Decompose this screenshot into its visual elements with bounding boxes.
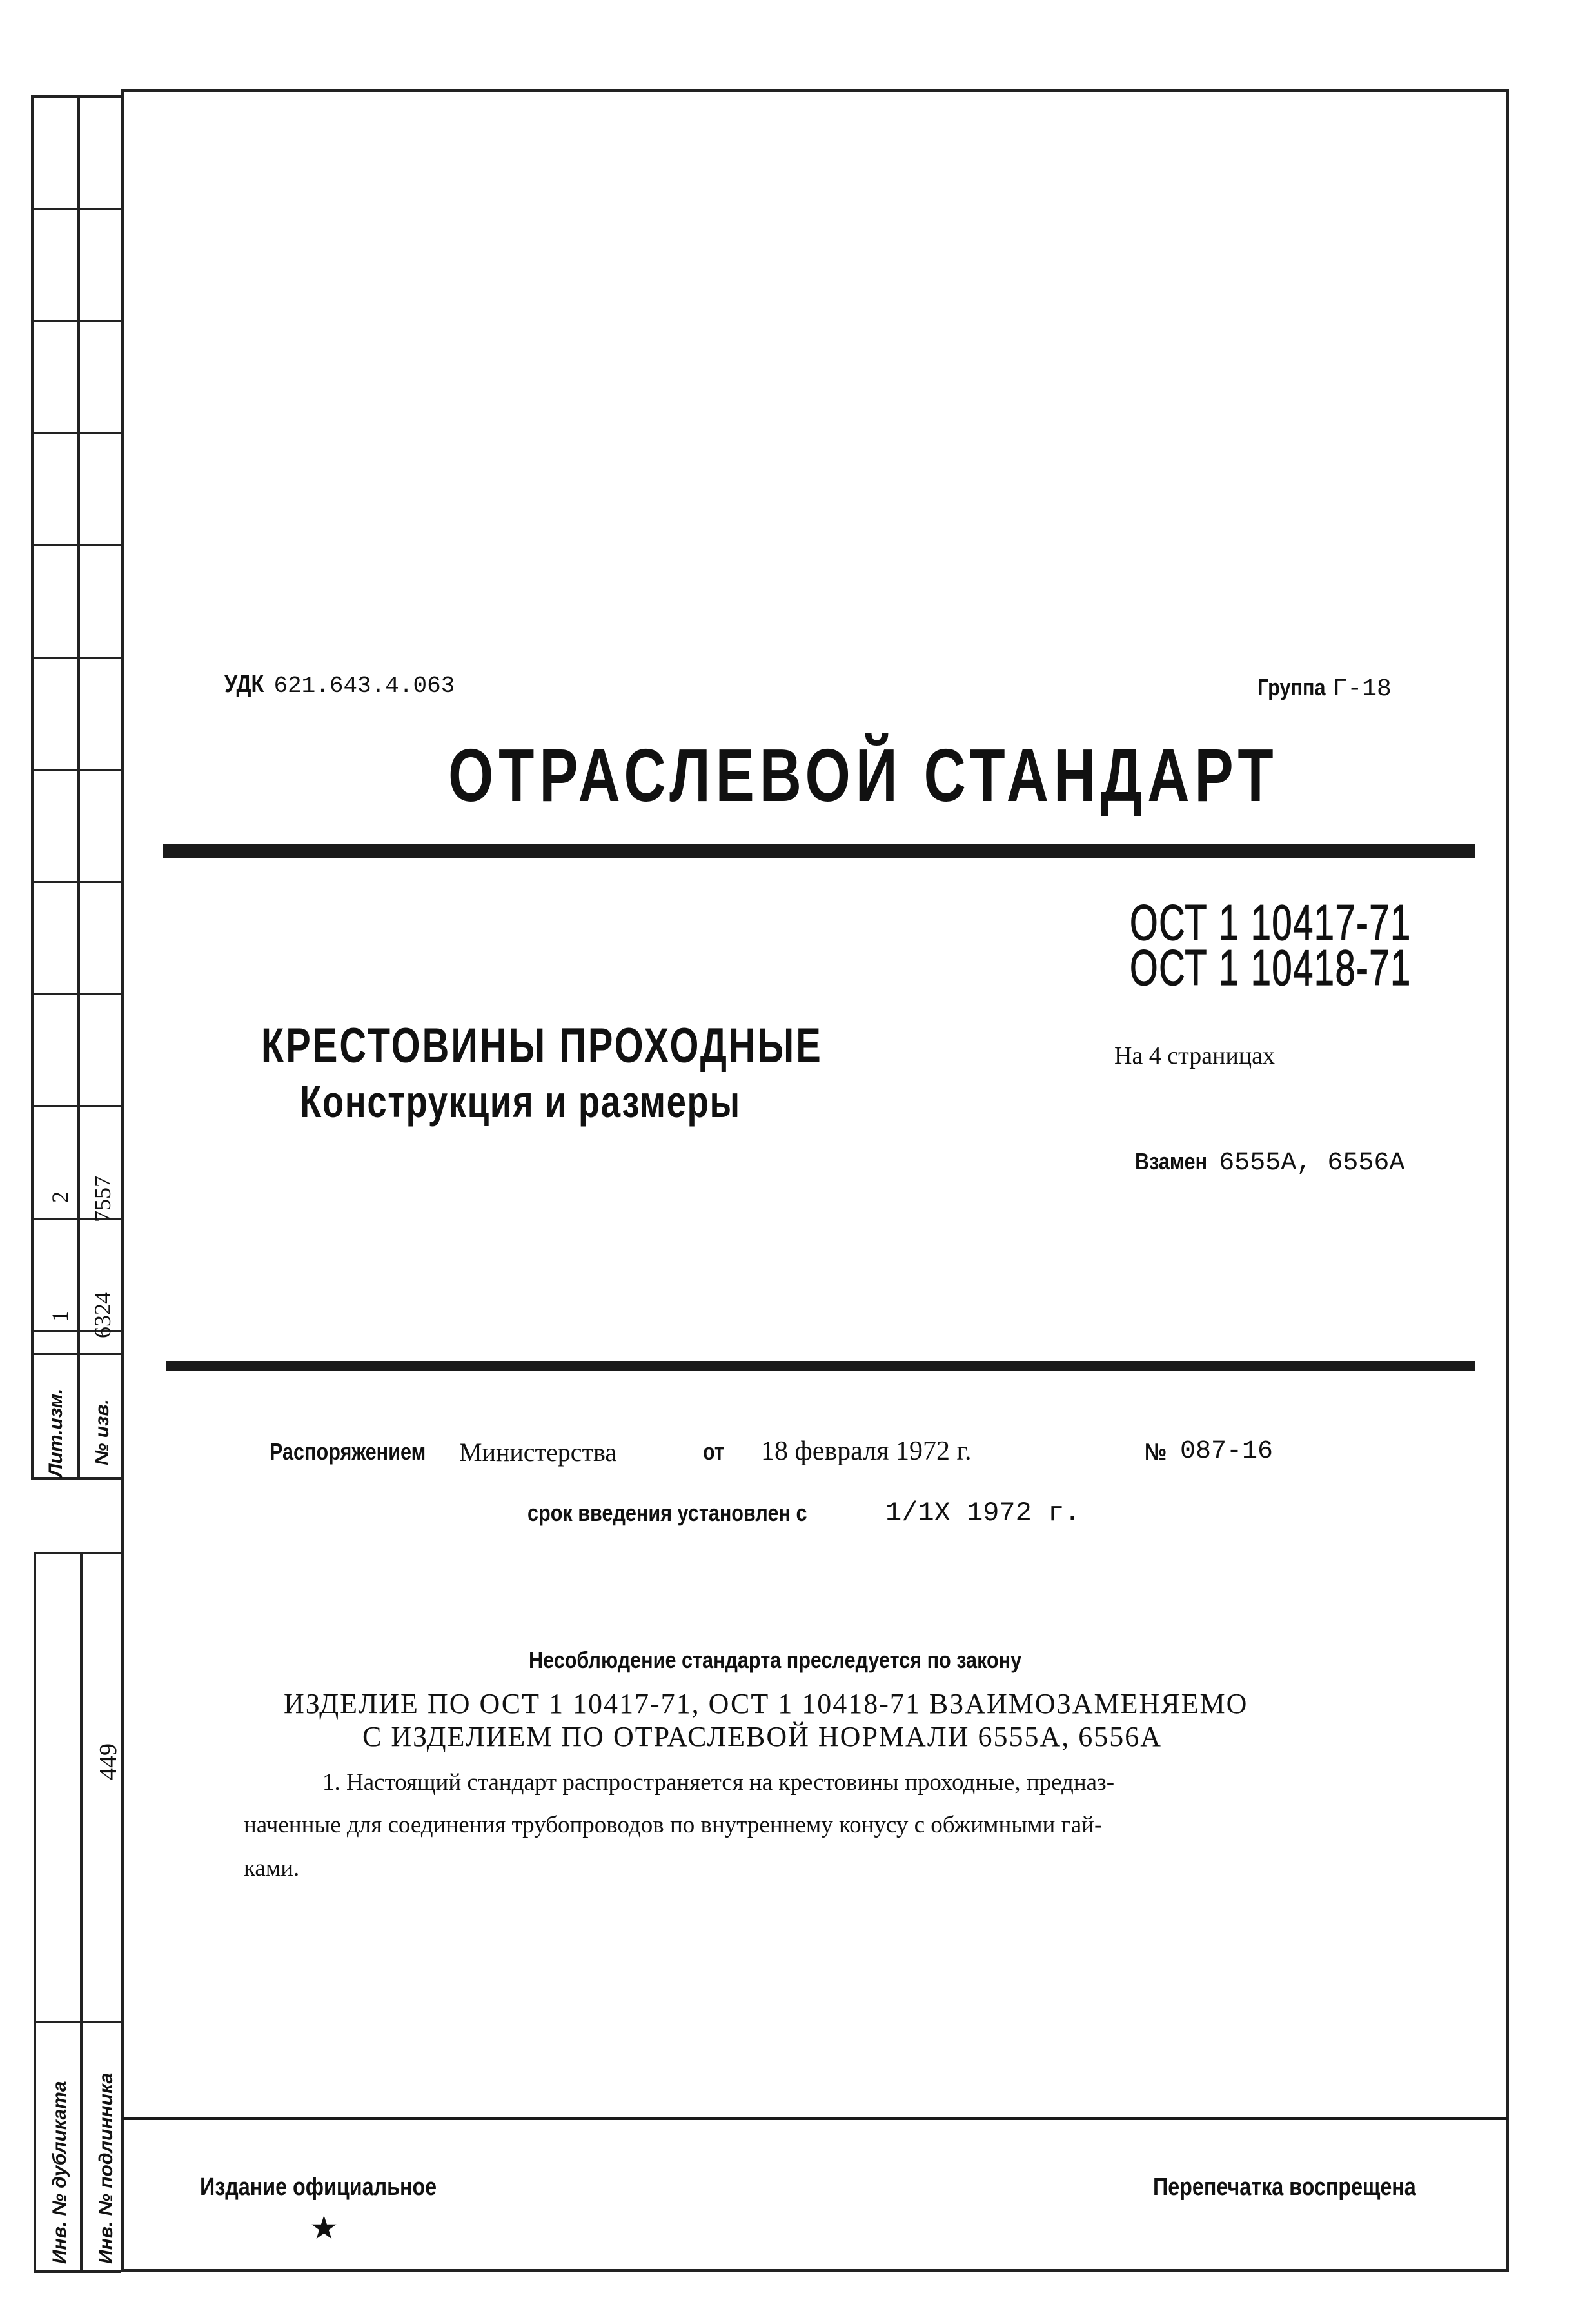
footer-official-edition: Издание официальное	[200, 2174, 437, 2201]
order-from-label: от	[703, 1438, 724, 1465]
order-rule	[166, 1361, 1475, 1371]
page-frame	[121, 89, 1509, 2272]
inv-no-dublikata-label: Инв. № дубликата	[49, 2081, 70, 2264]
change-2-no: 7557	[90, 1176, 115, 1222]
interchange-line-1: ИЗДЕЛИЕ ПО ОСТ 1 10417-71, ОСТ 1 10418-71 ВЗАИМОЗАМЕНЯЕМО	[284, 1688, 1248, 1720]
footer-divider	[123, 2117, 1508, 2120]
inv-no-podlinnika-label: Инв. № подлинника	[95, 2072, 117, 2264]
clause-1-line-2: наченные для соединения трубопроводов по внутреннему конусу с обжимными гай-	[244, 1812, 1103, 1838]
order-label: Распоряжением	[270, 1438, 426, 1465]
footer-star: ★	[310, 2209, 339, 2246]
footer-reprint-prohibited: Перепечатка воспрещена	[1153, 2174, 1416, 2201]
inv-no-podlinnika-value: 449	[95, 1743, 122, 1780]
replaces-value: 6555А, 6556А	[1219, 1149, 1405, 1178]
pages-note: На 4 страницах	[1114, 1042, 1275, 1069]
replaces-label: Взамен	[1135, 1148, 1208, 1175]
no-izv-label: № изв.	[92, 1399, 113, 1465]
subject-title: КРЕСТОВИНЫ ПРОХОДНЫЕ	[261, 1018, 823, 1073]
title-rule	[163, 844, 1475, 858]
group-label: Группа	[1257, 674, 1326, 700]
order-authority: Министерства	[459, 1438, 617, 1467]
order-number: 087-16	[1180, 1437, 1274, 1466]
designation-line-1: ОСТ 1 10417-71	[1130, 894, 1412, 951]
udk-label: УДК	[224, 671, 264, 698]
udk-value: 621.643.4.063	[273, 673, 455, 699]
clause-1-line-3: ками.	[244, 1855, 300, 1881]
page-title: ОТРАСЛЕВОЙ СТАНДАРТ	[448, 733, 1279, 817]
group-value: Г-18	[1332, 675, 1392, 703]
law-notice: Несоблюдение стандарта преследуется по закону	[529, 1647, 1022, 1673]
clause-1-line-1: 1. Настоящий стандарт распространяется на крестовины проходные, предназ-	[322, 1769, 1115, 1796]
order-date: 18 февраля 1972 г.	[761, 1436, 972, 1466]
change-2-lit: 2	[47, 1191, 73, 1203]
replaces-line	[1135, 1148, 1404, 1178]
designation-line-2: ОСТ 1 10418-71	[1130, 939, 1412, 996]
interchange-line-2: С ИЗДЕЛИЕМ ПО ОТРАСЛЕВОЙ НОРМАЛИ 6555А, 6556А	[362, 1721, 1162, 1752]
group-line	[1257, 674, 1392, 703]
effective-label: срок введения установлен с	[527, 1500, 807, 1526]
effective-date: 1/1Х 1972 г.	[885, 1498, 1081, 1529]
change-1-lit: 1	[47, 1311, 73, 1322]
subject-subtitle: Конструкция и размеры	[300, 1076, 741, 1127]
lit-izm-label: Лит.изм.	[45, 1388, 66, 1477]
udk-line	[224, 671, 455, 699]
change-1-no: 6324	[90, 1292, 115, 1338]
order-number-label: №	[1145, 1438, 1167, 1465]
